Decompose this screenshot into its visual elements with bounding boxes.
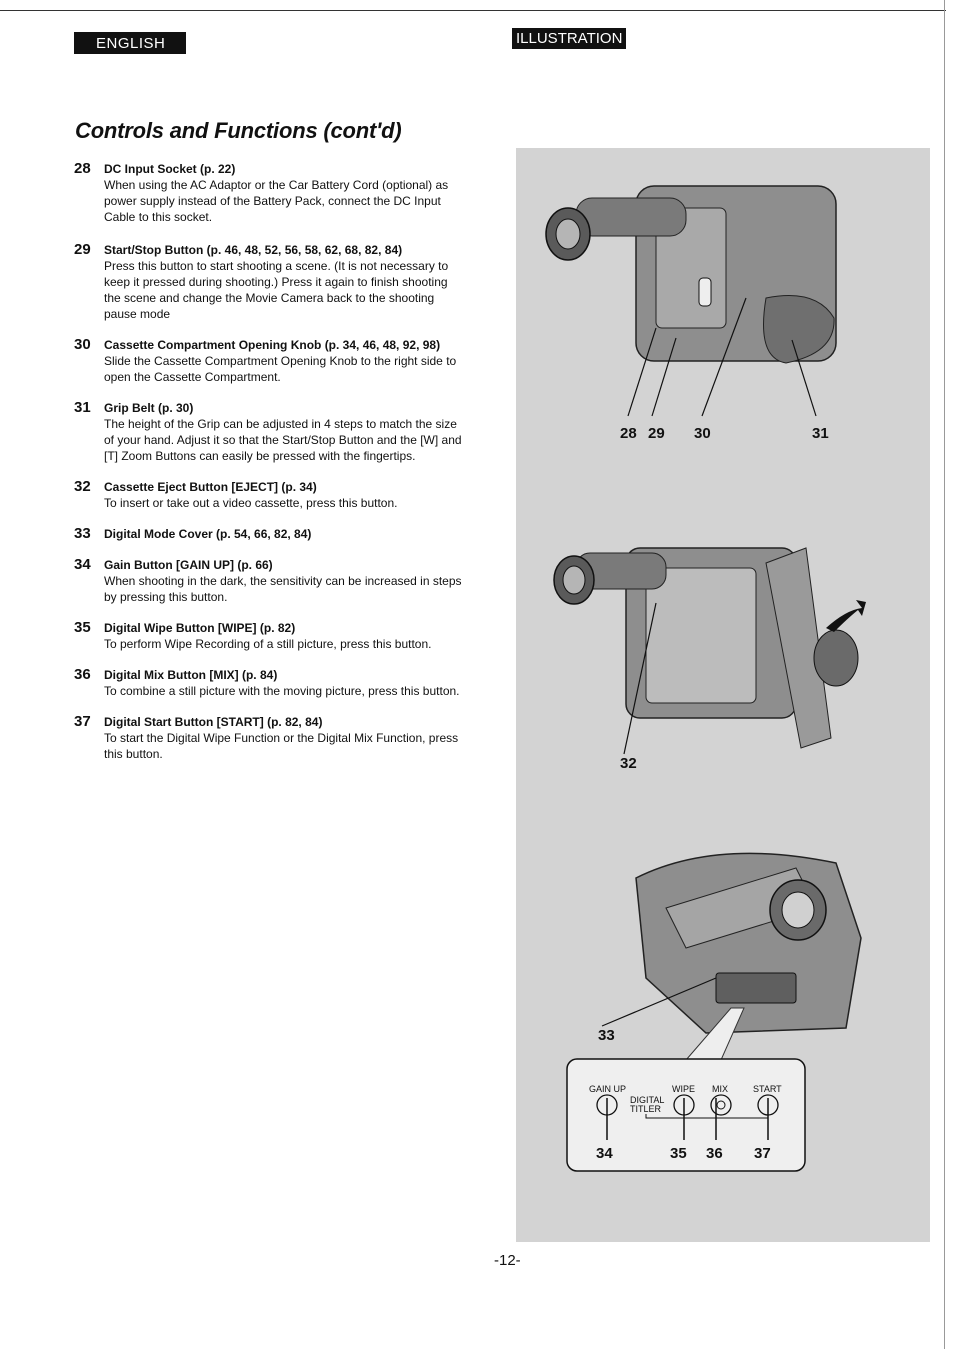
item-number: 30: [74, 336, 91, 353]
item-title: Cassette Compartment Opening Knob (p. 34, 46, 48, 92, 98): [104, 338, 441, 352]
callout-33: 33: [598, 1027, 615, 1044]
callout-34: 34: [596, 1145, 613, 1162]
gain-up-label: GAIN UP: [589, 1084, 627, 1094]
camcorder-illustration: [516, 148, 930, 1242]
page-title: Controls and Functions (cont'd): [75, 118, 402, 143]
digital-label: DIGITAL: [630, 1095, 665, 1105]
start-label: START: [753, 1084, 782, 1094]
item-number: 34: [74, 556, 91, 573]
callout-29: 29: [648, 425, 665, 442]
item-title: Grip Belt (p. 30): [104, 401, 194, 415]
item-description: Slide the Cassette Compartment Opening Knob to the right side to open the Cassette Compartment.: [104, 354, 457, 384]
callout-28: 28: [620, 425, 637, 442]
mix-label: MIX: [712, 1084, 729, 1094]
item-28: [74, 160, 464, 225]
item-31: [74, 399, 464, 464]
item-number: 33: [74, 525, 91, 542]
item-description: To insert or take out a video cassette, press this button.: [104, 496, 398, 510]
camcorder-illustration-panel: [516, 148, 930, 1242]
item-title: DC Input Socket (p. 22): [104, 162, 236, 176]
right-rule: [944, 0, 945, 1349]
item-description: To perform Wipe Recording of a still picture, press this button.: [104, 637, 432, 651]
item-description: When shooting in the dark, the sensitivity can be increased in steps by pressing this button.: [104, 574, 462, 604]
item-33: [74, 525, 464, 542]
item-number: 32: [74, 478, 91, 495]
item-32: [74, 478, 464, 511]
item-number: 35: [74, 619, 91, 636]
illustration-tab: ILLUSTRATION: [512, 28, 626, 49]
callout-32: 32: [620, 755, 637, 772]
item-number: 28: [74, 160, 91, 177]
item-title: Gain Button [GAIN UP] (p. 66): [104, 558, 273, 572]
item-title: Digital Mix Button [MIX] (p. 84): [104, 668, 278, 682]
page-number: -12-: [494, 1252, 521, 1269]
item-title: Cassette Eject Button [EJECT] (p. 34): [104, 480, 317, 494]
item-title: Start/Stop Button (p. 46, 48, 52, 56, 58, 62, 68, 82, 84): [104, 243, 403, 257]
wipe-label: WIPE: [672, 1084, 696, 1094]
callout-30: 30: [694, 425, 711, 442]
item-number: 31: [74, 399, 91, 416]
item-description: When using the AC Adaptor or the Car Battery Cord (optional) as power supply instead of the Battery Pack, connect the DC Input Cable to this socket.: [104, 178, 449, 224]
item-29: [74, 241, 464, 322]
item-description: To start the Digital Wipe Function or the Digital Mix Function, press this button.: [104, 731, 459, 761]
camcorder-side-view-drawing: [546, 186, 836, 416]
item-title: Digital Wipe Button [WIPE] (p. 82): [104, 621, 296, 635]
item-description: To combine a still picture with the moving picture, press this button.: [104, 684, 460, 698]
item-37: [74, 713, 464, 762]
language-tab: ENGLISH: [74, 32, 186, 54]
camcorder-top-view-drawing: [602, 853, 861, 1060]
item-number: 36: [74, 666, 91, 683]
digital-button-panel: [567, 1059, 805, 1171]
item-list: [74, 160, 464, 776]
top-rule: [0, 10, 946, 11]
callout-35: 35: [670, 1145, 687, 1162]
item-number: 37: [74, 713, 91, 730]
item-title: Digital Mode Cover (p. 54, 66, 82, 84): [104, 527, 312, 541]
item-34: [74, 556, 464, 605]
item-35: [74, 619, 464, 652]
item-description: Press this button to start shooting a scene. (It is not necessary to keep it pressed during shooting.) Press it again to finish shooting the scene and change the Movie Camera back to the shooting pause mode: [104, 259, 449, 321]
item-36: [74, 666, 464, 699]
callout-36: 36: [706, 1145, 723, 1162]
item-30: [74, 336, 464, 385]
item-title: Digital Start Button [START] (p. 82, 84): [104, 715, 323, 729]
callout-31: 31: [812, 425, 829, 442]
camcorder-cassette-open-drawing: [554, 548, 866, 754]
item-number: 29: [74, 241, 91, 258]
item-description: The height of the Grip can be adjusted in 4 steps to match the size of your hand. Adjust it so that the Start/Stop Button and the [W] and [T] Zoom Buttons can easily be pressed with the fingertips.: [104, 417, 462, 463]
callout-37: 37: [754, 1145, 771, 1162]
titler-label: TITLER: [630, 1104, 662, 1114]
